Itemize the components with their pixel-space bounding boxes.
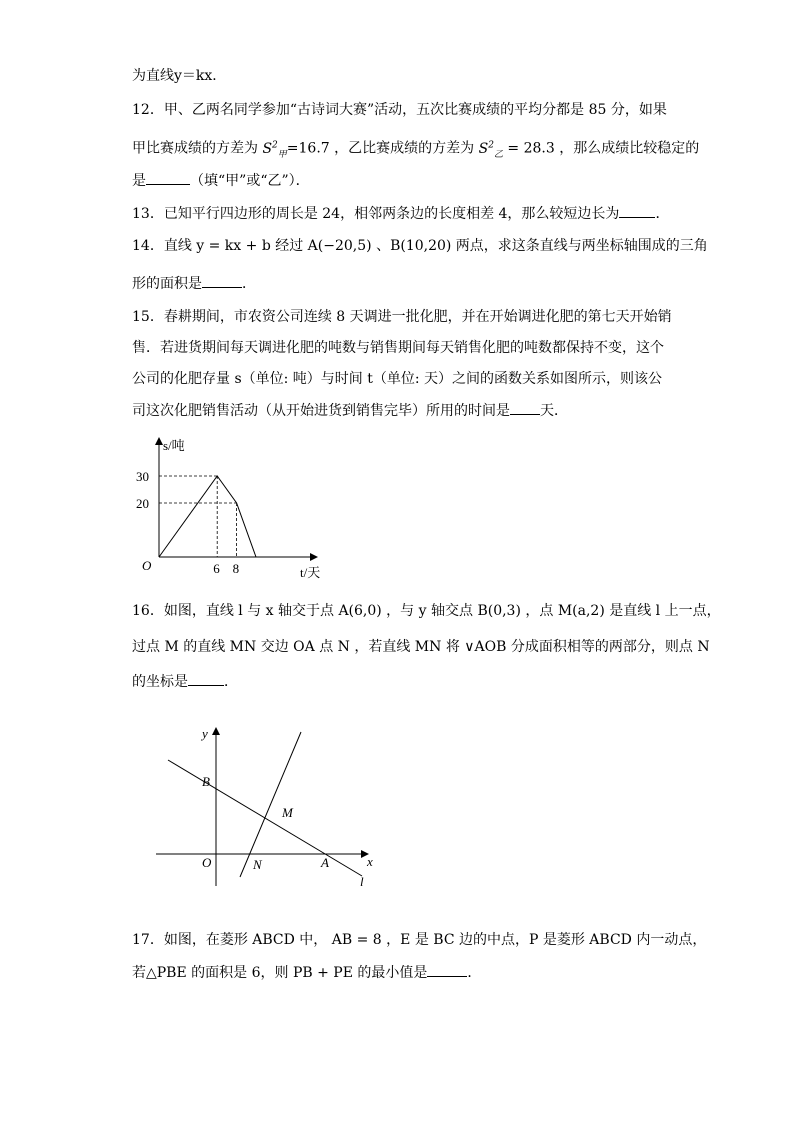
point-m-label: M	[282, 805, 293, 820]
line-text: = 28.3 ，那么成绩比较稳定的	[502, 140, 700, 157]
q17-line-2	[132, 962, 481, 983]
line-l-label: l	[360, 874, 364, 889]
line-text: 的坐标是	[132, 674, 188, 690]
line-text: 14．直线 y = kx + b 经过 A(−20,5) 、B(10,20) 两点，求这条直线与两坐标轴围成的三角	[132, 238, 708, 254]
point-a-label: A	[321, 855, 329, 870]
q15-line-1	[132, 307, 672, 327]
q12-line-1	[132, 100, 667, 120]
q16-line-1	[132, 601, 721, 621]
line-text: 15．春耕期间，市农资公司连续 8 天调进一批化肥，并在开始调进化肥的第七天开始销	[132, 309, 672, 325]
period: ．	[224, 674, 238, 690]
line-text: 17．如图，在菱形 ABCD 中， AB = 8 ，E 是 BC 边的中点，P 是菱形 ABCD 内一动点，	[132, 932, 707, 948]
line-text: 司这次化肥销售活动（从开始进货到销售完毕）所用的时间是	[132, 403, 510, 419]
x-tick-label: 6	[213, 561, 220, 576]
q12-line-3	[132, 170, 310, 191]
line-text: 若△PBE 的面积是 6，则 PB + PE 的最小值是	[132, 965, 428, 981]
q15-line-4	[132, 400, 568, 421]
q14-line-2	[132, 273, 256, 294]
answer-blank[interactable]	[188, 671, 224, 686]
q13-line	[132, 203, 669, 224]
origin-label: O	[142, 558, 152, 573]
line-text: 为直线y＝kx．	[132, 68, 227, 84]
line-text: 天．	[540, 403, 568, 419]
variance-symbol: $S^2_甲$	[262, 140, 287, 160]
line-text: 16．如图，直线 l 与 x 轴交于点 A(6,0) ，与 y 轴交点 B(0,3) ，点 M(a,2) 是直线 l 上一点，	[132, 603, 721, 619]
y-label: y	[202, 726, 208, 741]
q16-line-3	[132, 671, 238, 692]
line-text: =16.7 ，乙比赛成绩的方差为	[286, 140, 479, 157]
line-text: 甲比赛成绩的方差为	[132, 140, 263, 157]
answer-blank[interactable]	[427, 962, 467, 977]
answer-blank[interactable]	[510, 400, 540, 415]
q15-line-3	[132, 369, 662, 389]
line-text: （填“甲”或“乙”）．	[190, 173, 310, 189]
period: ．	[655, 206, 670, 222]
point-b-label: B	[202, 774, 210, 789]
q14-line-1	[132, 236, 708, 256]
point-n-label: N	[253, 857, 262, 872]
line-l-figure	[150, 720, 390, 890]
x-axis-label: t/天	[300, 565, 321, 580]
q15-line-2	[132, 338, 664, 358]
q16-line-2	[132, 637, 710, 657]
line-text: 13．已知平行四边形的周长是 24，相邻两条边的长度相差 4，那么较短边长为	[132, 206, 620, 222]
y-tick-label: 30	[136, 469, 149, 484]
line-text: 形的面积是	[132, 276, 202, 292]
q12-line-2	[132, 135, 699, 164]
q17-line-1	[132, 930, 706, 950]
answer-blank[interactable]	[202, 273, 242, 288]
period: ．	[242, 276, 256, 292]
line-text: 公司的化肥存量 s（单位: 吨）与时间 t（单位: 天）之间的函数关系如图所示，则该公	[132, 371, 663, 387]
period: ．	[467, 965, 482, 981]
answer-blank[interactable]	[146, 170, 190, 185]
line-text: 过点 M 的直线 MN 交边 OA 点 N ，若直线 MN 将 ∨AOB 分成面积相等的两部分，则点 N	[132, 639, 710, 655]
origin-label: O	[202, 855, 212, 870]
text-line-1	[132, 66, 226, 86]
line-text: 是	[132, 173, 146, 189]
line-text: 12．甲、乙两名同学参加“古诗词大赛”活动，五次比赛成绩的平均分都是 85 分，如果	[132, 102, 667, 118]
s-t-chart	[130, 430, 330, 585]
x-label: x	[367, 854, 373, 869]
series-line	[159, 476, 256, 557]
y-tick-label: 20	[136, 496, 149, 511]
line-text: 售．若进货期间每天调进化肥的吨数与销售期间每天销售化肥的吨数都保持不变，这个	[132, 340, 664, 356]
answer-blank[interactable]	[619, 203, 655, 218]
variance-symbol: $S^2_乙$	[478, 140, 503, 160]
y-axis-label: s/吨	[163, 438, 185, 453]
x-tick-label: 8	[232, 561, 240, 576]
